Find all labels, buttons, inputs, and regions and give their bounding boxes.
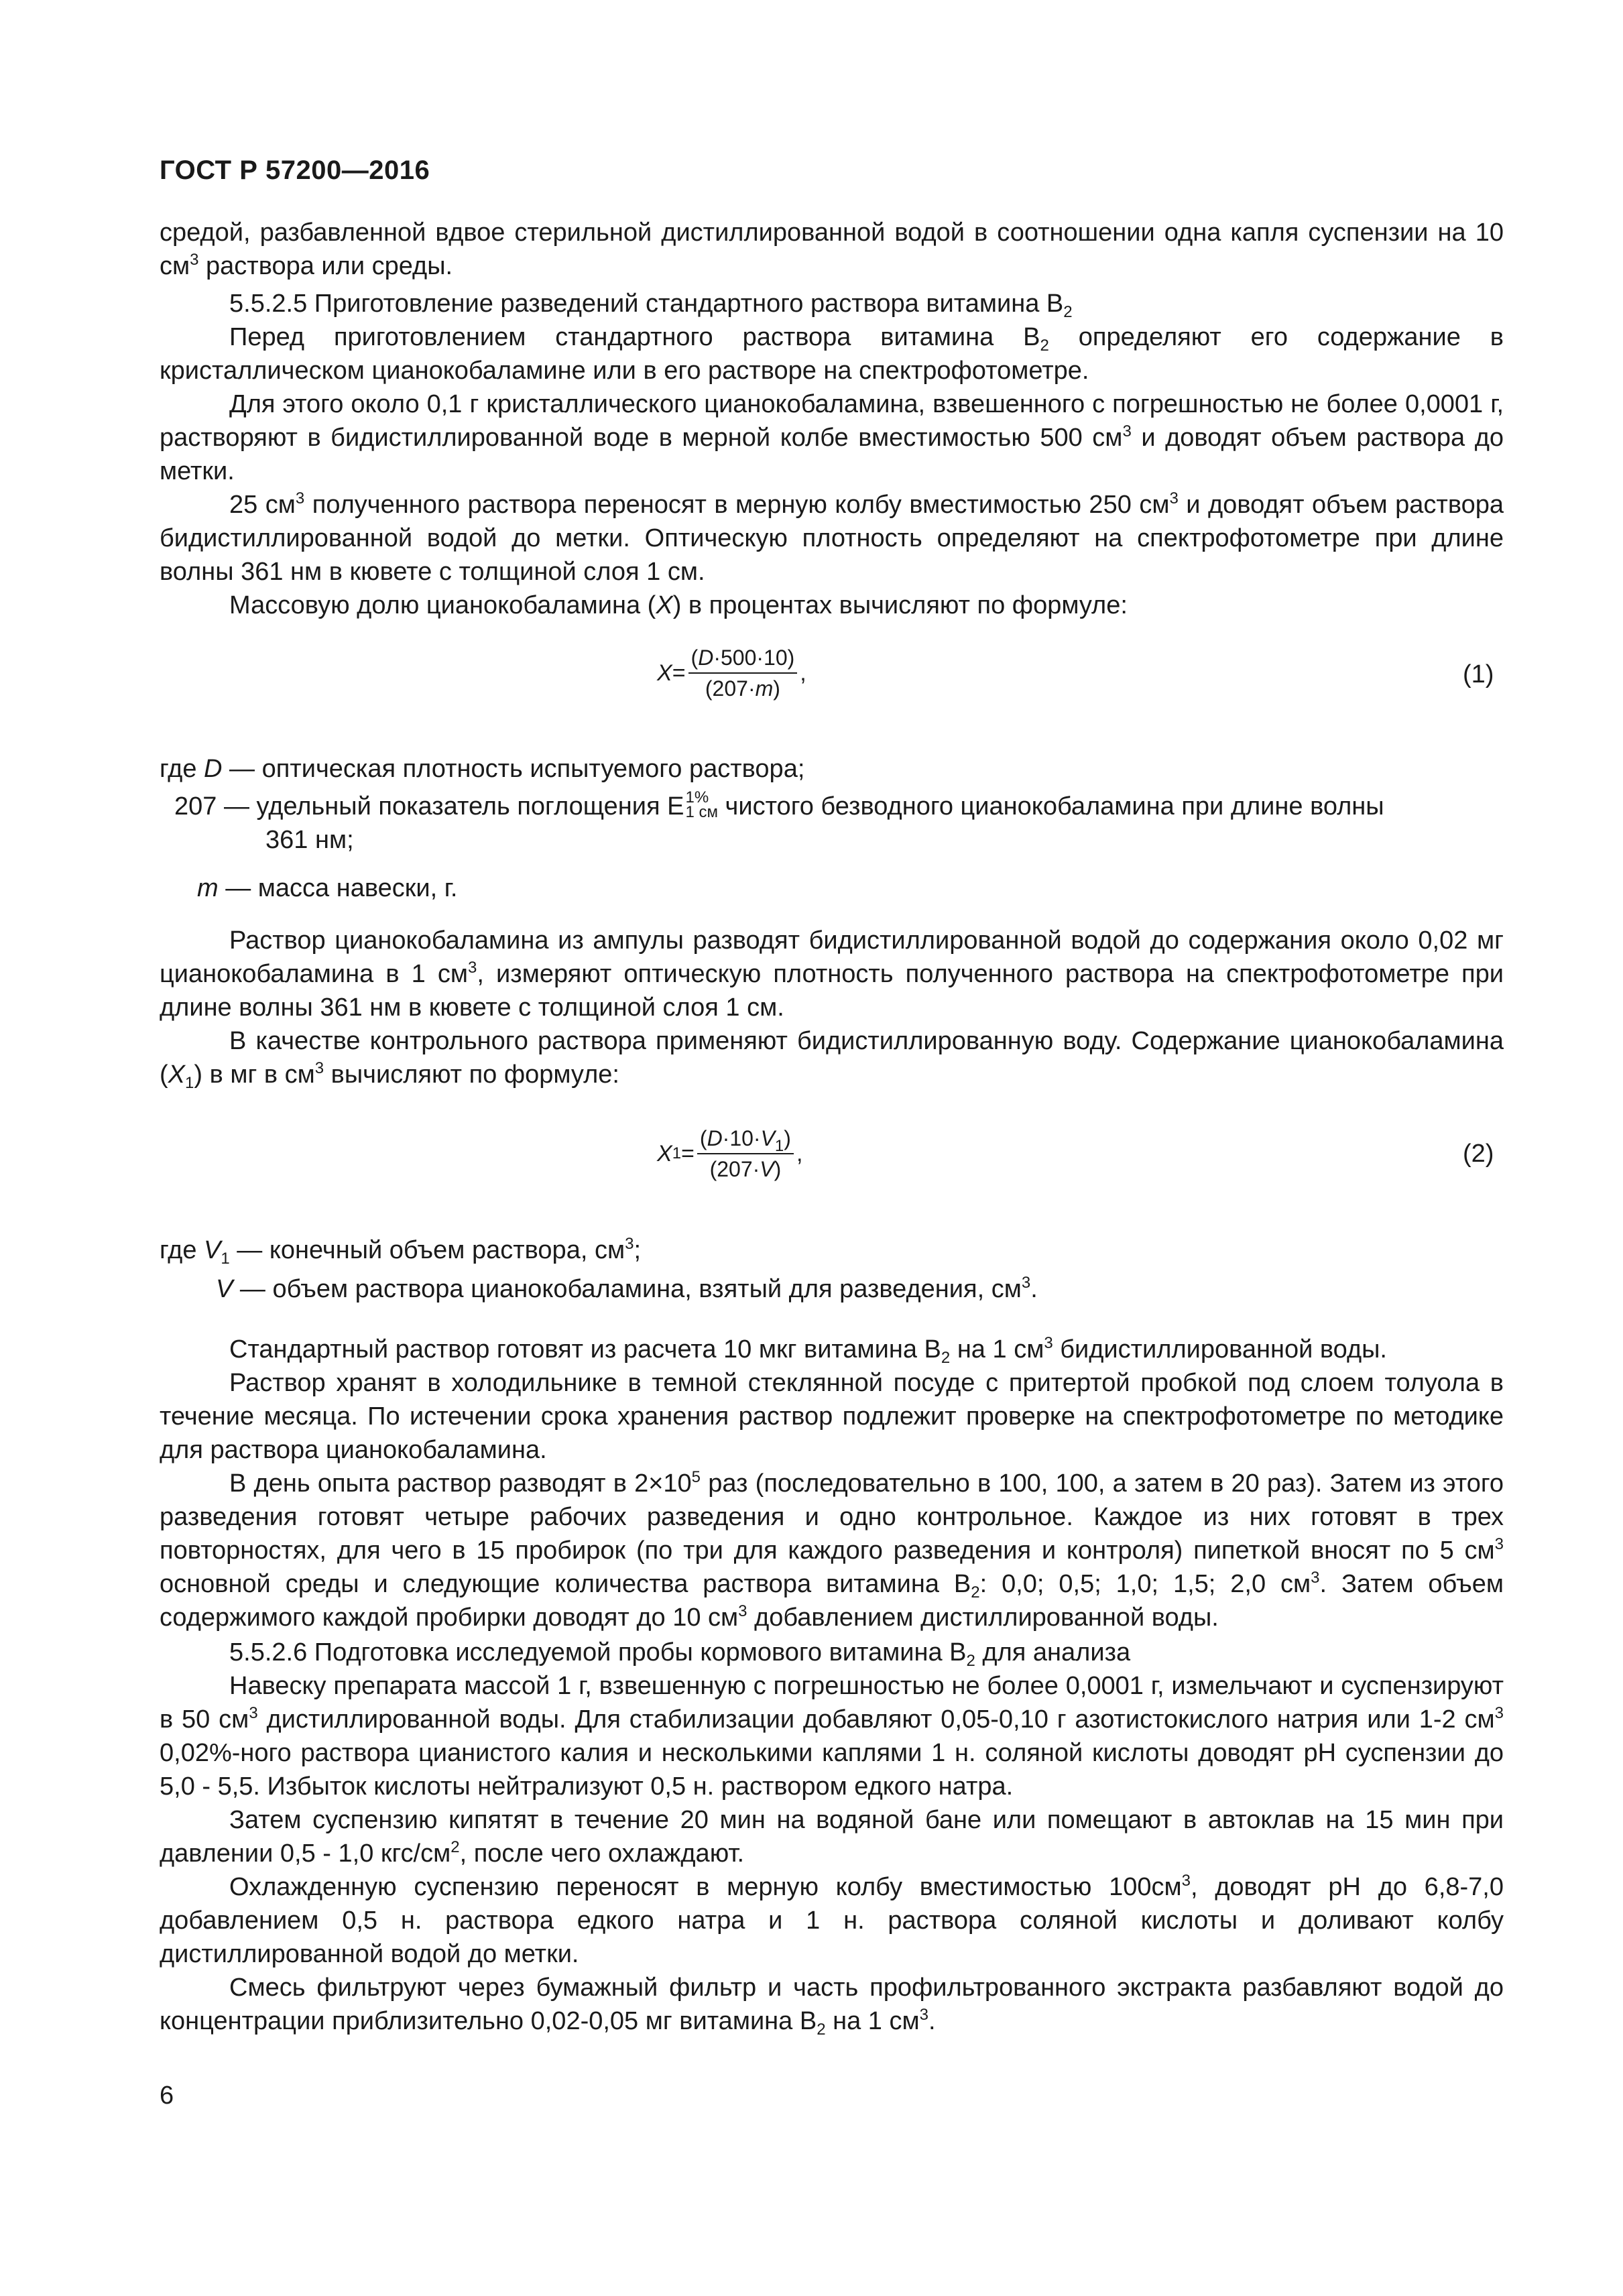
page-number: 6 [160,2081,174,2110]
formula-1: X = $\frac{(D\cdot 500\cdot 10)}{(207\cdot m)}$ , [657,646,806,701]
paragraph: Затем суспензию кипятят в течение 20 мин на водяной бане или помещают в автоклав на 15 мин при давлении 0,5 - 1,0 кгс/$см^2$, после чего охлаждают. [160,1806,1504,1868]
paragraph: Навеску препарата массой 1 г, взвешенную с погрешностью не более 0,0001 г, измельчают и суспензируют в 50 $см^3$ дистиллированной воды. Для стабилизации добавляют 0,05-0,10 г азотистокислого натрия или 1-2 $см^3$ 0,02%-ного раствора цианистого калия и несколькими каплями 1 н. соляной кислоты доводят рН суспензии до 5,0 - 5,5. Избыток кислоты нейтрализуют 0,5 н. раствором едкого натра. [160,1672,1504,1801]
section-heading-5-5-2-5: 5.5.2.5 Приготовление разведений стандартного раствора витамина $В_2$ [229,290,1073,321]
fraction: $\frac{(D\cdot 500\cdot 10)}{(207\cdot m)}$ [688,647,798,699]
paragraph: 25 $см^3$ полученного раствора переносят в мерную колбу вместимостью 250 $см^3$ и доводят объем раствора бидистиллированной водой до метки. Оптическую плотность определяют на спектрофотометре при длине волны 361 нм в кювете с толщиной слоя 1 см. [160,489,1504,586]
paragraph: В день опыта раствор разводят в $2\times 10^5$ раз (последовательно в 100, 100, а затем в 20 раз). Затем из этого разведения готовят четыре рабочих разведения и одно контрольное. Каждое из них готовят в трех повторностях, для чего в 15 пробирок (по три для каждого разведения и контроля) пипеткой вносят по 5 $см^3$ основной среды и следующие количества раствора витамина $В_2$: 0,0; 0,5; 1,0; 1,5; 2,0 $см^3$. Затем объем содержимого каждой пробирки доводят до 10 $см^3$ добавлением дистиллированной воды. [160,1468,1504,1632]
legend-row-207: 207 — удельный показатель поглощения Е 1% 1 см чистого безводного цианокобаламина при длине волны 361 нм; [174,788,1384,854]
legend-row-V: V — объем раствора цианокобаламина, взятый для разведения, $см^3$. [216,1274,1038,1303]
paragraph: средой, разбавленной вдвое стерильной дистиллированной водой в соотношении одна капля суспензии на 10 $см^3$ раствора или среды. [160,219,1504,280]
formula-2: X 1 = $\frac{(D\cdot 10\cdot V_1)}{(207\cdot V)}$ , [657,1126,803,1181]
legend-row-m: m — масса навески, г. [197,874,458,902]
fraction: $\frac{(D\cdot 10\cdot V_1)}{(207\cdot V)}$ [697,1128,794,1180]
paragraph: В качестве контрольного раствора применяют бидистиллированную воду. Содержание цианокобаламина $(X_1)$ в мг в $см^3$ вычисляют по формуле: [160,1027,1504,1092]
paragraph: Для этого около 0,1 г кристаллического цианокобаламина, взвешенного с погрешностью не более 0,0001 г, растворяют в бидистиллированной воде в мерной колбе вместимостью 500 $см^3$ и доводят объем раствора до метки. [160,390,1504,485]
paragraph: Охлажденную суспензию переносят в мерную колбу вместимостью $100см^3$, доводят рН до 6,8-7,0 добавлением 0,5 н. раствора едкого натра и 1 н. раствора соляной кислоты и доливают колбу дистиллированной водой до метки. [160,1872,1504,1968]
equation-number-2: (2) [1463,1140,1494,1168]
paragraph: Стандартный раствор готовят из расчета 10 мкг витамина $В_2$ на 1 $см^3$ бидистиллированной воды. [229,1334,1387,1367]
section-heading-5-5-2-6: 5.5.2.6 Подготовка исследуемой пробы кормового витамина $В_2$ для анализа [229,1638,1131,1670]
paragraph: Раствор хранят в холодильнике в темной стеклянной посуде с притертой пробкой под слоем толуола в течение месяца. По истечении срока хранения раствор подлежит проверке на спектрофотометре по методике для раствора цианокобаламина. [160,1369,1504,1464]
paragraph: Раствор цианокобаламина из ампулы разводят бидистиллированной водой до содержания около 0,02 мг цианокобаламина в 1 $см^3$, измеряют оптическую плотность полученного раствора на спектрофотометре при длине волны 361 нм в кювете с толщиной слоя 1 см. [160,926,1504,1022]
paragraph: Перед приготовлением стандартного раствора витамина $В_2$ определяют его содержание в кристаллическом цианокобаламине или в его растворе на спектрофотометре. [160,323,1504,385]
paragraph: Смесь фильтруют через бумажный фильтр и часть профильтрованного экстракта разбавляют водой до концентрации приблизительно 0,02-0,05 мг витамина $В_2$ на 1 $см^3$. [160,1974,1504,2039]
paragraph: Массовую долю цианокобаламина (X) в процентах вычисляют по формуле: [229,591,1128,619]
legend-row-V1: где $V_1$ — конечный объем раствора, $см^3$; [160,1235,641,1268]
document-header: ГОСТ Р 57200—2016 [160,156,430,185]
legend-row-D: где D — оптическая плотность испытуемого раствора; [160,755,805,783]
equation-number-1: (1) [1463,660,1494,688]
